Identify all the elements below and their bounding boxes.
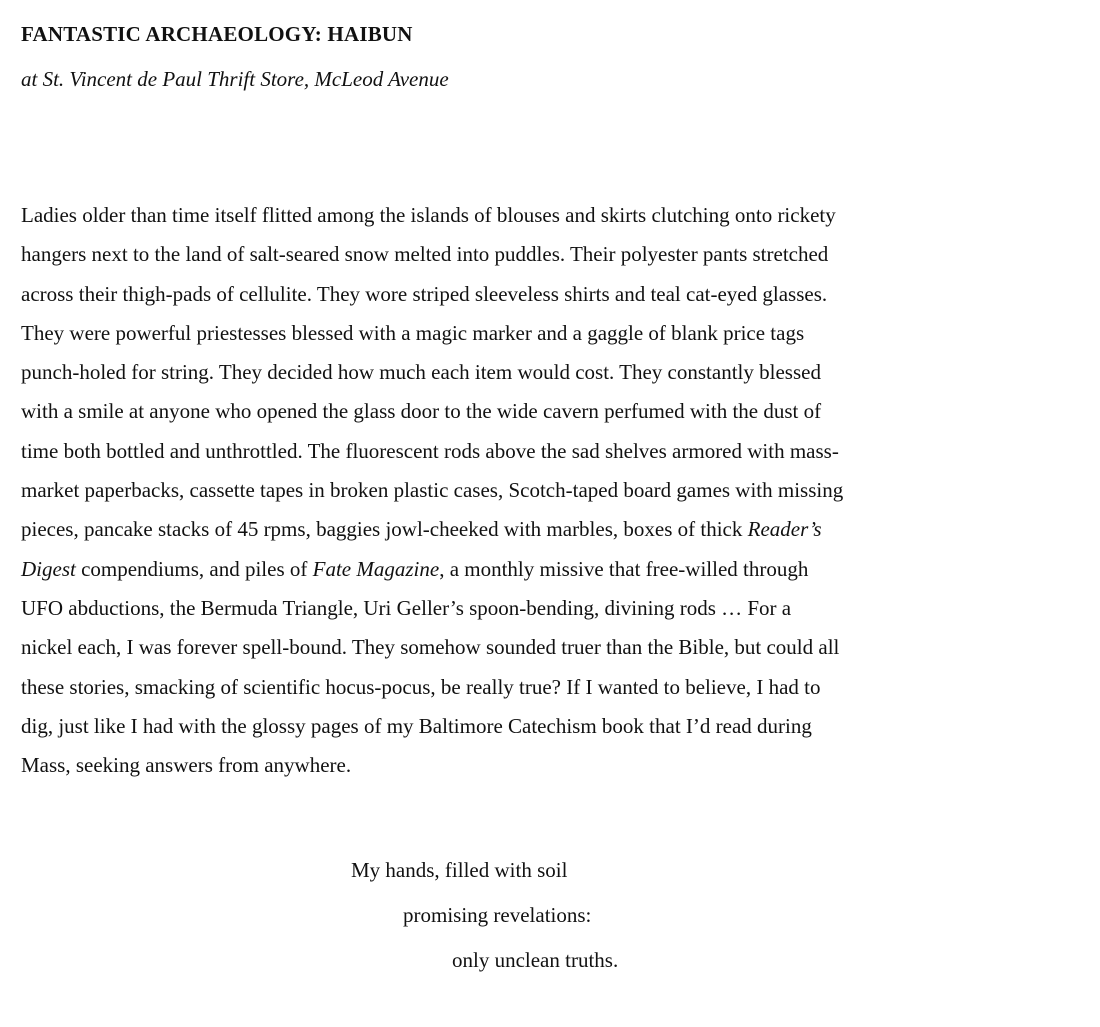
italic-title-digest: Digest [21,556,76,581]
prose-line: with a smile at anyone who opened the glass door to the wide cavern perfumed with the dust of [21,399,822,424]
prose-line: Ladies older than time itself flitted among the islands of blouses and skirts clutching onto rickety [21,203,836,227]
page-title: FANTASTIC ARCHAEOLOGY: HAIBUN [21,22,413,46]
prose-line [21,510,1081,549]
prose-line: They were powerful priestesses blessed with a magic marker and a gaggle of blank price tags [21,320,805,345]
italic-title-fate-magazine: Fate Magazine [312,556,440,581]
page-subtitle: at St. Vincent de Paul Thrift Store, McLeod Avenue [21,67,449,91]
prose-text: compendiums, and piles of [75,556,313,581]
prose-line: market paperbacks, cassette tapes in broken plastic cases, Scotch-taped board games with missing [21,478,844,503]
prose-line: across their thigh-pads of cellulite. They wore striped sleeveless shirts and teal cat-eyed glasses. [21,281,828,306]
prose-line: time both bottled and unthrottled. The fluorescent rods above the sad shelves armored with mass- [21,438,839,463]
prose-paragraph [21,196,1081,785]
haiku-line-1: My hands, filled with soil [351,858,568,882]
prose-line: hangers next to the land of salt-seared snow melted into puddles. Their polyester pants stretched [21,242,829,267]
haiku-line-2: promising revelations: [403,903,592,927]
prose-line: UFO abductions, the Bermuda Triangle, Uri Geller’s spoon-bending, divining rods … For a [21,595,792,620]
prose-line: dig, just like I had with the glossy pages of my Baltimore Catechism book that I’d read during [21,713,812,738]
prose-text: pieces, pancake stacks of 45 rpms, baggies jowl-cheeked with marbles, boxes of thick [21,517,748,542]
prose-line: these stories, smacking of scientific hocus-pocus, be really true? If I wanted to believe, I had to [21,674,821,699]
italic-title-readers-digest: Reader’s [747,517,822,542]
prose-text: , a monthly missive that free-willed through [439,556,809,581]
prose-line: Mass, seeking answers from anywhere. [21,753,352,778]
prose-line: nickel each, I was forever spell-bound. They somehow sounded truer than the Bible, but could all [21,635,840,660]
prose-line [21,550,1081,589]
haiku-line-3: only unclean truths. [452,948,619,972]
prose-line: punch-holed for string. They decided how much each item would cost. They constantly blessed [21,360,821,385]
